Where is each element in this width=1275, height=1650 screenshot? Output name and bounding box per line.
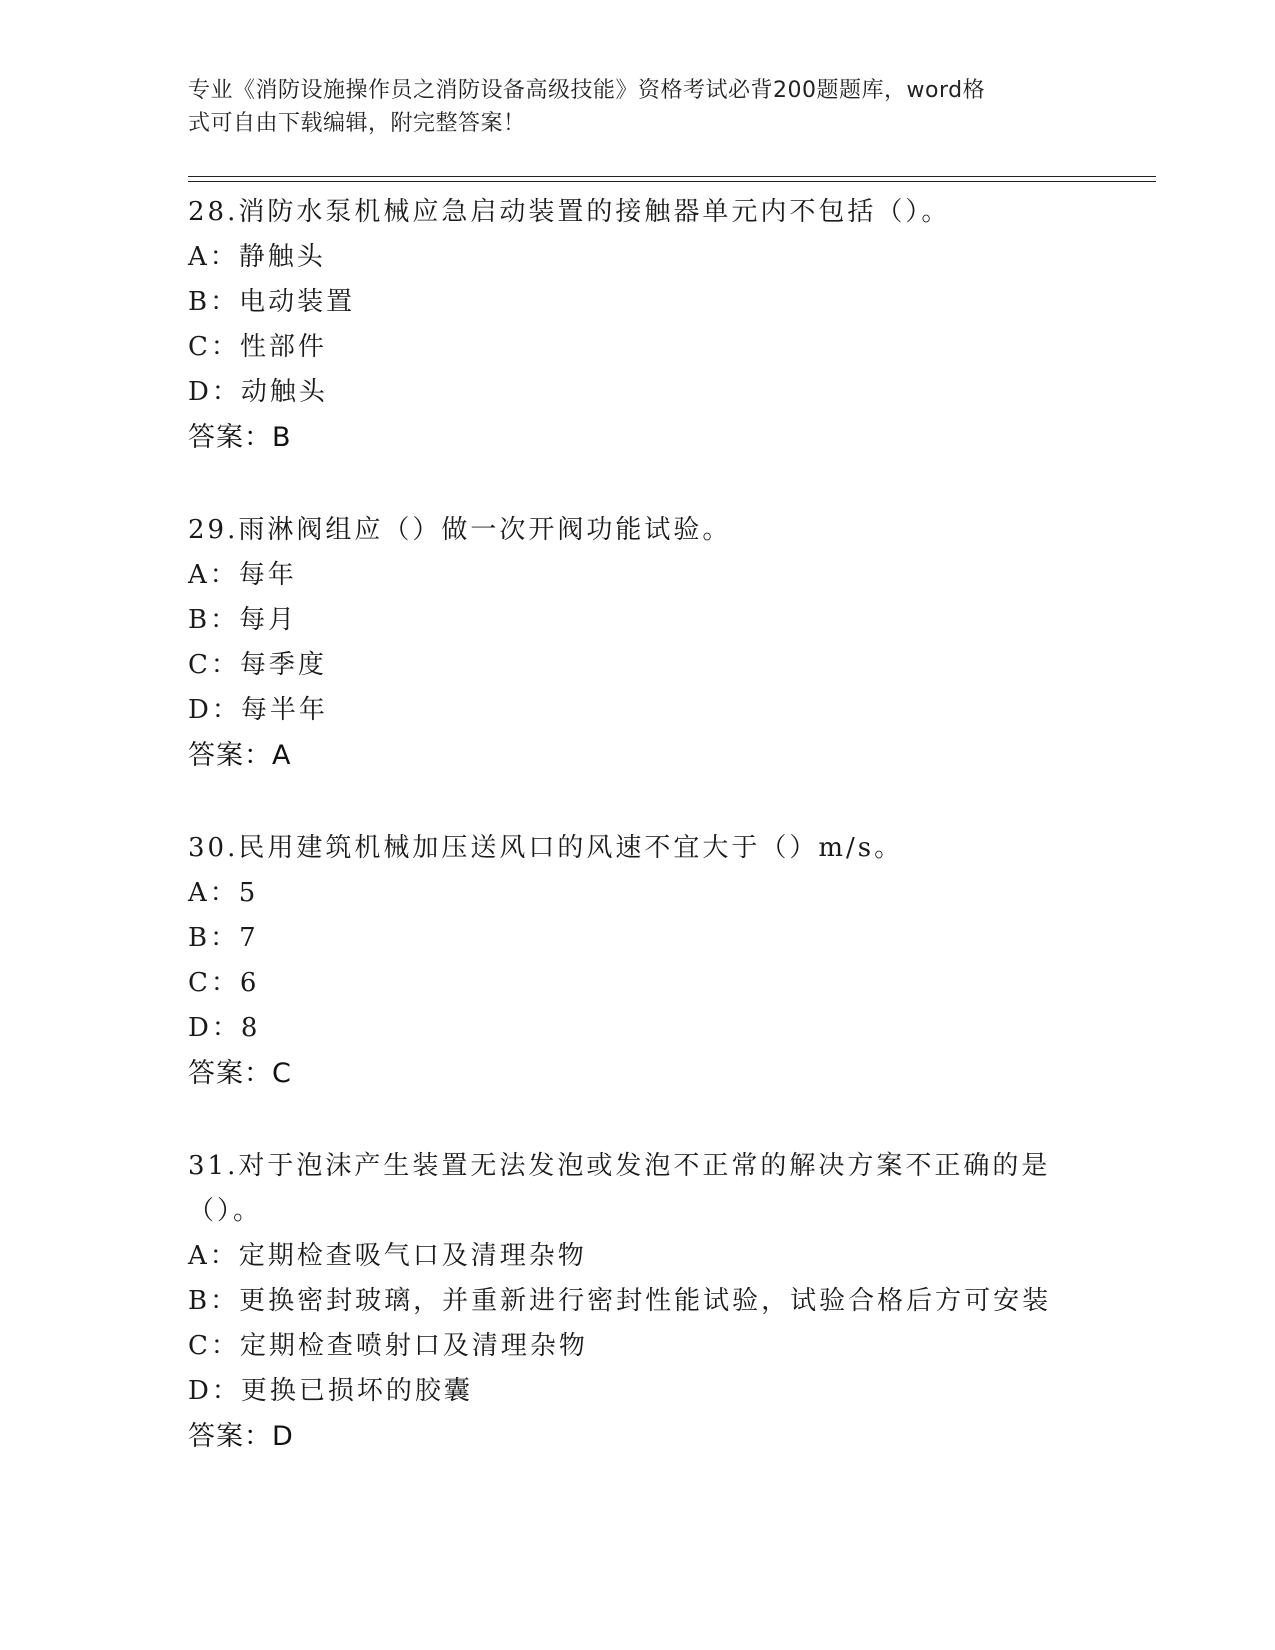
option-b: B：电动装置 <box>188 287 356 317</box>
option-b: B：每月 <box>188 605 298 635</box>
option-c: C：定期检查喷射口及清理杂物 <box>188 1331 588 1361</box>
option-d: D：动触头 <box>188 377 328 407</box>
answer: 答案：A <box>188 740 292 771</box>
question-stem: 29.雨淋阀组应（）做一次开阀功能试验。 <box>188 515 732 545</box>
answer: 答案：D <box>188 1421 294 1452</box>
header-line-2: 式可自由下载编辑，附完整答案！ <box>188 111 526 136</box>
question-29 <box>188 508 1088 779</box>
question-stem: 28.消防水泵机械应急启动装置的接触器单元内不包括（）。 <box>188 197 951 227</box>
question-28 <box>188 190 1088 461</box>
question-stem: 31.对于泡沫产生装置无法发泡或发泡不正常的解决方案不正确的是（）。 <box>188 1151 1051 1226</box>
option-a: A：定期检查吸气口及清理杂物 <box>188 1241 587 1271</box>
document-header <box>188 74 1088 140</box>
header-line-1: 专业《消防设施操作员之消防设备高级技能》资格考试必背200题题库，word格 <box>188 78 986 103</box>
answer: 答案：C <box>188 1058 292 1089</box>
option-d: D：更换已损坏的胶囊 <box>188 1376 473 1406</box>
answer: 答案：B <box>188 422 292 453</box>
question-31 <box>188 1144 1088 1460</box>
question-30 <box>188 826 1088 1097</box>
option-d: D：每半年 <box>188 695 328 725</box>
option-c: C：6 <box>188 968 260 998</box>
question-stem: 30.民用建筑机械加压送风口的风速不宜大于（）m/s。 <box>188 833 904 863</box>
option-a: A：5 <box>188 878 259 908</box>
header-divider-bottom <box>188 181 1156 182</box>
option-b: B：更换密封玻璃，并重新进行密封性能试验，试验合格后方可安装 <box>188 1286 1052 1316</box>
option-c: C：每季度 <box>188 650 327 680</box>
header-divider-top <box>188 176 1156 177</box>
option-a: A：每年 <box>188 560 297 590</box>
option-b: B：7 <box>188 923 259 953</box>
option-c: C：性部件 <box>188 332 327 362</box>
option-a: A：静触头 <box>188 242 326 272</box>
option-d: D：8 <box>188 1013 261 1043</box>
question-list <box>188 190 1088 1507</box>
